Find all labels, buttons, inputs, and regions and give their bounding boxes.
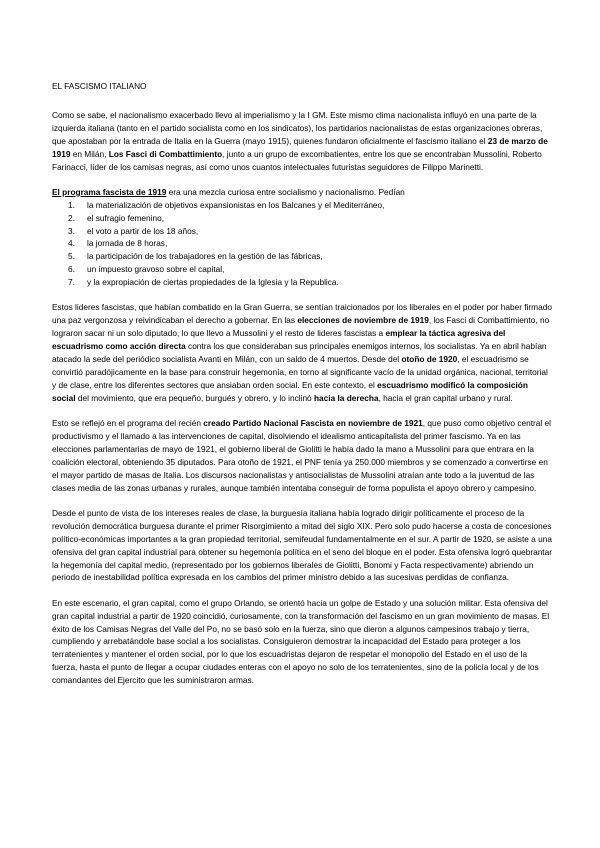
text-span: Estos lideres fascistas, que habían combatido en la Gran Guerra, se sentían traicionados por los liberales en el poder por haber firmado una paz vergonzosa y reivindicaban el derecho a gobernar. En las bbox=[52, 302, 552, 326]
text-span: , junto a un grupo de excombatientes, entre los que se encontraban Mussolini, Roberto Farinacci, líder de los camisas negras, así como unos cuantos intelectuales futuristas seguidores de Filippo Marinetti. bbox=[52, 148, 542, 172]
text-span: , el escuadrismo se convirtió paradójicamente en la base para construir hegemonía, en torno al significante vacío de la unidad orgánica, nacional, territorial y de clase, entre los diferentes sectores que ansiaban orden social. En este contexto, el bbox=[52, 354, 548, 390]
paragraph-program-intro bbox=[52, 186, 552, 199]
document-page bbox=[52, 80, 552, 700]
program-list bbox=[52, 199, 552, 289]
list-item bbox=[52, 237, 552, 250]
text-span: del movimiento, que era pequeño, burgués y obrero, y lo inclinó bbox=[75, 392, 314, 403]
list-text: y la expropiación de ciertas propiedades de la Iglesia y la Republica. bbox=[87, 277, 339, 288]
paragraph-class-interests: Desde el punto de vista de los intereses reales de clase, la burguesía italiana había logrado dirigir políticamente el proceso de la revolución democrática burguesa durante el primer Risorgimiento a mitad del siglo XIX. Pero solo pudo hacerse a costa de concesiones político-económicas importantes a la gran propiedad territorial, semifeudal fundamentalmente en el sur. A partir de 1920, se asiste a una ofensiva del gran capital industrial para obtener su hegemonía política en el seno del bloque en el poder. Esta ofensiva logró quebrantar la hegemonía del capital medio, (representado por los gobiernos liberales de Giolitti, Bonomi y Facta respectivamente) abriendo un periodo de inestabilidad política expresada en los cambios del primer ministro debido a las sucesivas perdidas de confianza. bbox=[52, 507, 552, 583]
paragraph-origins bbox=[52, 109, 552, 174]
text-span: , los Fasci di Combattimiento, no lograron sacar ni un solo diputado, lo que llevo a Mussolini y el resto de lideres fascistas a bbox=[52, 315, 550, 339]
text-span: Esto se reflejó en el programa del recién bbox=[52, 418, 204, 429]
list-text: el voto a partir de los 18 años, bbox=[87, 225, 199, 236]
list-number: 3. bbox=[68, 225, 75, 236]
text-span: , hacia el gran capital urbano y rural. bbox=[378, 392, 513, 403]
bold-date-founding: 23 de marzo de 1919 bbox=[52, 135, 548, 159]
list-text: el sufragio femenino, bbox=[87, 212, 165, 223]
text-span: en Milán, bbox=[70, 148, 109, 159]
document-title: EL FASCISMO ITALIANO bbox=[52, 81, 147, 91]
list-number: 1. bbox=[68, 199, 75, 210]
list-number: 7. bbox=[68, 277, 75, 288]
list-item bbox=[52, 250, 552, 263]
list-item bbox=[52, 212, 552, 225]
text-span: , que puso como objetivo central el productivismo y el llamado a las intervenciones de capital, disolviendo el idealismo anticapitalista del primer fascismo. Ya en las elecciones parlamentarias de mayo de 1921, el gobierno liberal de Giolitti le había dado la mano a Mussolini para que entrara en la coalición electoral, obteniendo 35 diputados. Para otoño de 1921, el PNF tenía ya 250.000 miembros y se comenzado a convertirse en el mayor partido de masas de Italia. Los discursos nacionalistas y antisocialistas de Mussolini atraían ante todo a la juventud de las clases media de las zonas urbanas y rurales, aunque también intentaba conseguir de forma populista el apoyo obrero y campesino. bbox=[52, 418, 551, 493]
bold-pnf-creation: creado Partido Nacional Fascista en noviembre de 1921 bbox=[203, 418, 423, 429]
text-span: era una mezcla curiosa entre socialismo y nacionalismo. Pedían bbox=[166, 186, 405, 197]
bold-right-turn: hacia la derecha bbox=[313, 392, 379, 403]
list-number: 6. bbox=[68, 264, 75, 275]
list-text: la jornada de 8 horas, bbox=[87, 238, 168, 249]
paragraph-great-capital: En este escenario, el gran capital, como el grupo Orlando, se orientó hacia un golpe de Estado y una solución militar. Esta ofensiva del gran capital industrial a partir de 1920 coincidió, curiosamente, con la transformación del fascismo en un gran movimiento de masas. El éxito de los Camisas Negras del Valle del Po, no se basó solo en la fuerza, sino que dieron a algunos campesinos trabajo y tierra, cumpliendo y arrebatándole base social a los socialistas. Consiguieron demostrar la incapacidad del Estado para proteger a los terratenientes y mantener el orden social, por lo que los escuadristas dejaron de respetar el monopolio del Estado en el uso de la fuerza, hasta el punto de llegar a ocupar ciudades enteras con el apoyo no solo de los terratenientes, sino de la policía local y de los comandantes del Ejercito que les suministraron armas. bbox=[52, 597, 550, 686]
bold-social-composition: escuadrismo modificó la composición social bbox=[52, 379, 528, 403]
bold-autumn-1920: otoño de 1920 bbox=[401, 354, 458, 365]
paragraph-pnf bbox=[52, 417, 552, 494]
list-number: 2. bbox=[68, 212, 75, 223]
list-number: 4. bbox=[68, 238, 75, 249]
text-span: Como se sabe, el nacionalismo exacerbado llevo al imperialismo y la I GM. Este mismo clima nacionalista influyó en una parte de la izquierda italiana (tanto en el partido socialista como en los sindicatos), los partidarios nacionalistas de estas organizaciones obreras, que apostaban por la entrada de Italia en la Guerra (mayo 1915), quienes fundaron oficialmente el fascismo italiano el bbox=[52, 109, 543, 146]
bold-underlined-program-title: El programa fascista de 1919 bbox=[52, 186, 167, 197]
list-number: 5. bbox=[68, 251, 75, 262]
paragraph-escuadrismo bbox=[52, 301, 552, 404]
list-item bbox=[52, 276, 552, 289]
bold-tactic: emplear la táctica agresiva del escuadrismo como acción directa bbox=[52, 328, 506, 352]
bold-elections-1919: elecciones de noviembre de 1919 bbox=[297, 315, 429, 326]
text-span: contra los que consideraban sus principales enemigos internos, los socialistas. Ya en abril habían atacado la sede del periódico socialista Avanti en Milán, con un saldo de 4 muertos. Desde del bbox=[52, 341, 547, 365]
list-item bbox=[52, 263, 552, 276]
list-item bbox=[52, 225, 552, 238]
list-text: un impuesto gravoso sobre el capital, bbox=[87, 264, 225, 275]
list-item bbox=[52, 199, 552, 212]
bold-fasci-name: Los Fasci di Combattimiento bbox=[108, 148, 223, 159]
list-text: la materialización de objetivos expansionistas en los Balcanes y el Mediterráneo, bbox=[87, 199, 385, 210]
list-text: la participación de los trabajadores en la gestión de las fábricas, bbox=[87, 251, 323, 262]
